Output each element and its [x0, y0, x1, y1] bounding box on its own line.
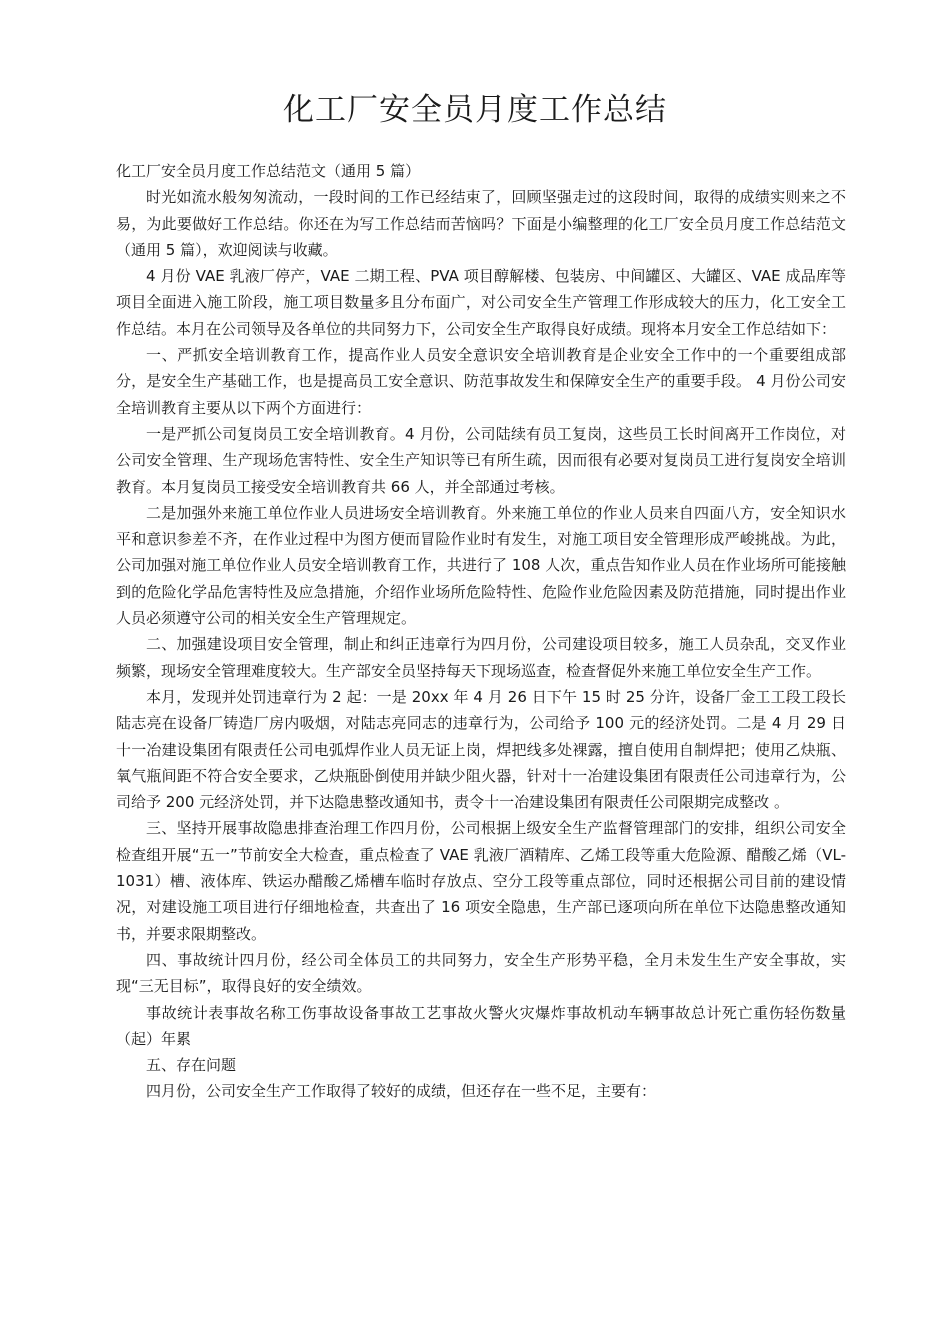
paragraph-accident-table-text: 事故统计表事故名称工伤事故设备事故工艺事故火警火灾爆炸事故机动车辆事故总计死亡重伤轻伤数量（起）年累 — [116, 1003, 846, 1048]
paragraph-issues-intro: 四月份，公司安全生产工作取得了较好的成绩，但还存在一些不足，主要有： — [146, 1082, 657, 1101]
paragraph-overview: 4 月份 VAE 乳液厂停产，VAE 二期工程、PVA 项目醇解楼、包装房、中间罐区、大罐区、VAE 成品库等项目全面进入施工阶段，施工项目数量多且分布面广，对公司安全生产管理工作形成较大的压力，化工安全工作总结。本月在公司领导及各单位的共同努力下，公司安全生产取得良好成绩。现将本月安全工作总结如下： — [116, 267, 846, 338]
paragraph-section-accident-stats: 四、事故统计四月份，经公司全体员工的共同努力，安全生产形势平稳，全月未发生生产安全事故，实现“三无目标”，取得良好的安全绩效。 — [116, 950, 846, 996]
paragraph-section-issues: 五、存在问题 — [146, 1056, 237, 1075]
paragraph-contractor-training: 二是加强外来施工单位作业人员进场安全培训教育。外来施工单位的作业人员来自四面八方，安全知识水平和意识参差不齐，在作业过程中为图方便而冒险作业时有发生，对施工项目安全管理形成严峻挑战。为此，公司加强对施工单位作业人员安全培训教育工作，共进行了 108 人次，重点告知作业人员在作业场所可能接触到的危险化学品危害特性及应急措施，介绍作业场所危险特性、危险作业危险因素及防范措施，同时提出作业人员必须遵守公司的相关安全生产管理规定。 — [116, 503, 846, 628]
document-title: 化工厂安全员月度工作总结 — [283, 92, 667, 128]
document-subtitle: 化工厂安全员月度工作总结范文（通用 5 篇） — [116, 162, 421, 180]
paragraph-section-training: 一、严抓安全培训教育工作，提高作业人员安全意识安全培训教育是企业安全工作中的一个重要组成部分，是安全生产基础工作，也是提高员工安全意识、防范事故发生和保障安全生产的重要手段。 4 月份公司安全培训教育主要从以下两个方面进行： — [116, 346, 846, 417]
paragraph-section-project-safety: 二、加强建设项目安全管理，制止和纠正违章行为四月份，公司建设项目较多，施工人员杂乱，交叉作业频繁，现场安全管理难度较大。生产部安全员坚持每天下现场巡查，检查督促外来施工单位安全生产工作。 — [116, 635, 846, 680]
paragraph-violations: 本月，发现并处罚违章行为 2 起：一是 20xx 年 4 月 26 日下午 15 时 25 分许，设备厂金工工段工段长陆志亮在设备厂铸造厂房内吸烟，对陆志亮同志的违章行为，公司给予 100 元的经济处罚。二是 4 月 29 日十一冶建设集团有限责任公司电弧焊作业人员无证上岗，焊把线多处裸露，擅自使用自制焊把；使用乙炔瓶、氧气瓶间距不符合安全要求，乙炔瓶卧倒使用并缺少阻火器，针对十一冶建设集团有限责任公司违章行为，公司给予 200 元经济处罚，并下达隐患整改通知书，责令十一冶建设集团有限责任公司限期完成整改 。 — [116, 687, 846, 812]
paragraph-returning-staff: 一是严抓公司复岗员工安全培训教育。4 月份，公司陆续有员工复岗，这些员工长时间离开工作岗位，对公司安全管理、生产现场危害特性、安全生产知识等已有所生疏，因而很有必要对复岗员工进行复岗安全培训教育。本月复岗员工接受安全培训教育共 66 人，并全部通过考核。 — [116, 424, 846, 496]
document-body — [116, 158, 846, 1105]
paragraph-intro: 时光如流水般匆匆流动，一段时间的工作已经结束了，回顾坚强走过的这段时间，取得的成绩实则来之不易，为此要做好工作总结。你还在为写工作总结而苦恼吗？下面是小编整理的化工厂安全员月度工作总结范文（通用 5 篇），欢迎阅读与收藏。 — [116, 188, 846, 259]
paragraph-section-hazard-inspection: 三、坚持开展事故隐患排查治理工作四月份，公司根据上级安全生产监督管理部门的安排，组织公司安全检查组开展“五一”节前安全大检查，重点检查了 VAE 乳液厂酒精库、乙烯工段等重大危险源、醋酸乙烯（VL-1031）槽、液体库、铁运办醋酸乙烯槽车临时存放点、空分工段等重点部位，同时还根据公司目前的建设情况，对建设施工项目进行仔细地检查，共查出了 16 项安全隐患，生产部已逐项向所在单位下达隐患整改通知书，并要求限期整改。 — [116, 819, 846, 943]
